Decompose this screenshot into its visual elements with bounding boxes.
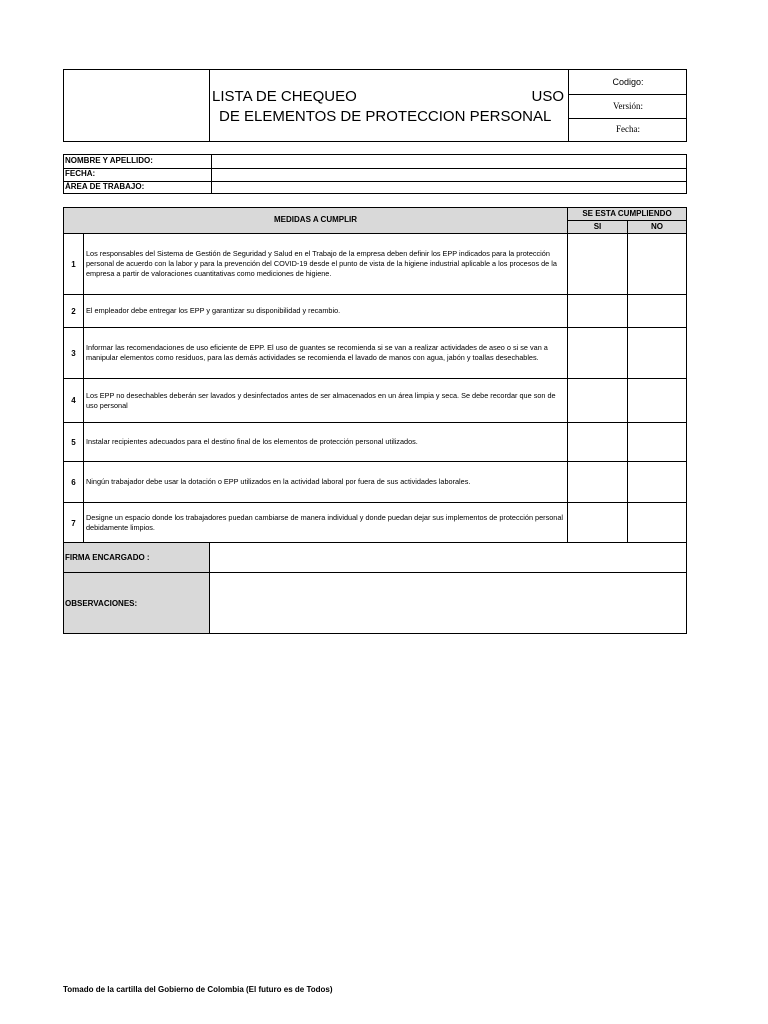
title-line-1 xyxy=(212,88,564,105)
si-checkbox-cell[interactable] xyxy=(568,423,628,462)
measure-text: Instalar recipientes adecuados para el destino final de los elementos de protección personal utilizados. xyxy=(86,437,418,446)
no-checkbox-cell[interactable] xyxy=(628,462,686,503)
row-number: 2 xyxy=(64,295,84,328)
si-checkbox-cell[interactable] xyxy=(568,503,628,543)
compliance-header: SE ESTA CUMPLIENDO xyxy=(568,208,686,221)
row-number: 1 xyxy=(64,234,84,295)
fecha-meta-label: Fecha: xyxy=(616,124,640,134)
measure-text: Designe un espacio donde los trabajadores puedan cambiarse de manera individual y donde puedan dejar sus implementos de protección personal debidamente limpios. xyxy=(86,513,564,532)
measures-header: MEDIDAS A CUMPLIR xyxy=(64,208,568,234)
measure-text: Informar las recomendaciones de uso eficiente de EPP. El uso de guantes se recomienda si se van a realizar actividades de aseo o si se van a manipular elementos como residuos, para las demás actividades se recomienda el lavado de manos con agua, jabón y toallas desechables. xyxy=(86,343,548,362)
title-left: LISTA DE CHEQUEO xyxy=(212,88,357,105)
si-checkbox-cell[interactable] xyxy=(568,328,628,379)
fecha-label: FECHA: xyxy=(64,168,212,182)
area-field[interactable] xyxy=(210,181,686,194)
area-label: ÁREA DE TRABAJO: xyxy=(64,181,212,194)
fecha-field[interactable] xyxy=(210,168,686,182)
row-measure-text xyxy=(84,423,568,462)
firma-label: FIRMA ENCARGADO : xyxy=(64,543,210,573)
nombre-label: NOMBRE Y APELLIDO: xyxy=(64,155,212,169)
row-measure-text xyxy=(84,295,568,328)
row-measure-text xyxy=(84,234,568,295)
row-measure-text xyxy=(84,503,568,543)
meta-cell xyxy=(568,70,686,141)
measure-text: Los EPP no desechables deberán ser lavados y desinfectados antes de ser almacenados en un área limpia y seca. Se debe recordar que son de uso personal xyxy=(86,390,556,410)
no-checkbox-cell[interactable] xyxy=(628,379,686,423)
source-note: Tomado de la cartilla del Gobierno de Colombia (El futuro es de Todos) xyxy=(63,985,333,994)
no-checkbox-cell[interactable] xyxy=(628,234,686,295)
logo-cell xyxy=(64,70,210,141)
si-checkbox-cell[interactable] xyxy=(568,234,628,295)
signature-block xyxy=(63,543,687,634)
no-checkbox-cell[interactable] xyxy=(628,295,686,328)
title-right: USO xyxy=(531,88,564,105)
si-checkbox-cell[interactable] xyxy=(568,379,628,423)
row-measure-text xyxy=(84,379,568,423)
checklist-table xyxy=(63,207,687,543)
measure-text: Los responsables del Sistema de Gestión de Seguridad y Salud en el Trabajo de la empresa deben definir los EPP indicados para la protección personal de acuerdo con la labor y para la prevención del COVID-19 desde el punto de vista de la higiene industrial aplicable a los procesos de la empresa a partir de valoraciones cuantitativas como mediciones de higiene. xyxy=(86,249,557,278)
title-cell xyxy=(210,70,568,141)
title-line-2: DE ELEMENTOS DE PROTECCION PERSONAL xyxy=(219,108,552,125)
no-checkbox-cell[interactable] xyxy=(628,503,686,543)
measure-text: Ningún trabajador debe usar la dotación o EPP utilizados en la actividad laboral por fuera de sus actividades laborales. xyxy=(86,477,471,486)
si-checkbox-cell[interactable] xyxy=(568,295,628,328)
row-number: 5 xyxy=(64,423,84,462)
row-number: 4 xyxy=(64,379,84,423)
row-measure-text xyxy=(84,328,568,379)
row-number: 3 xyxy=(64,328,84,379)
si-checkbox-cell[interactable] xyxy=(568,462,628,503)
measure-text: El empleador debe entregar los EPP y garantizar su disponibilidad y recambio. xyxy=(86,306,341,315)
row-number: 6 xyxy=(64,462,84,503)
row-number: 7 xyxy=(64,503,84,543)
si-header: SI xyxy=(568,221,628,234)
version-label: Versión: xyxy=(569,94,687,119)
document-header xyxy=(63,69,687,142)
nombre-field[interactable] xyxy=(210,155,686,169)
row-measure-text xyxy=(84,462,568,503)
no-checkbox-cell[interactable] xyxy=(628,328,686,379)
observaciones-label: OBSERVACIONES: xyxy=(64,573,210,633)
observaciones-field[interactable] xyxy=(210,573,686,633)
codigo-label: Codigo: xyxy=(569,70,687,95)
firma-field[interactable] xyxy=(210,543,686,573)
info-block xyxy=(63,154,687,194)
no-header: NO xyxy=(628,221,686,234)
no-checkbox-cell[interactable] xyxy=(628,423,686,462)
